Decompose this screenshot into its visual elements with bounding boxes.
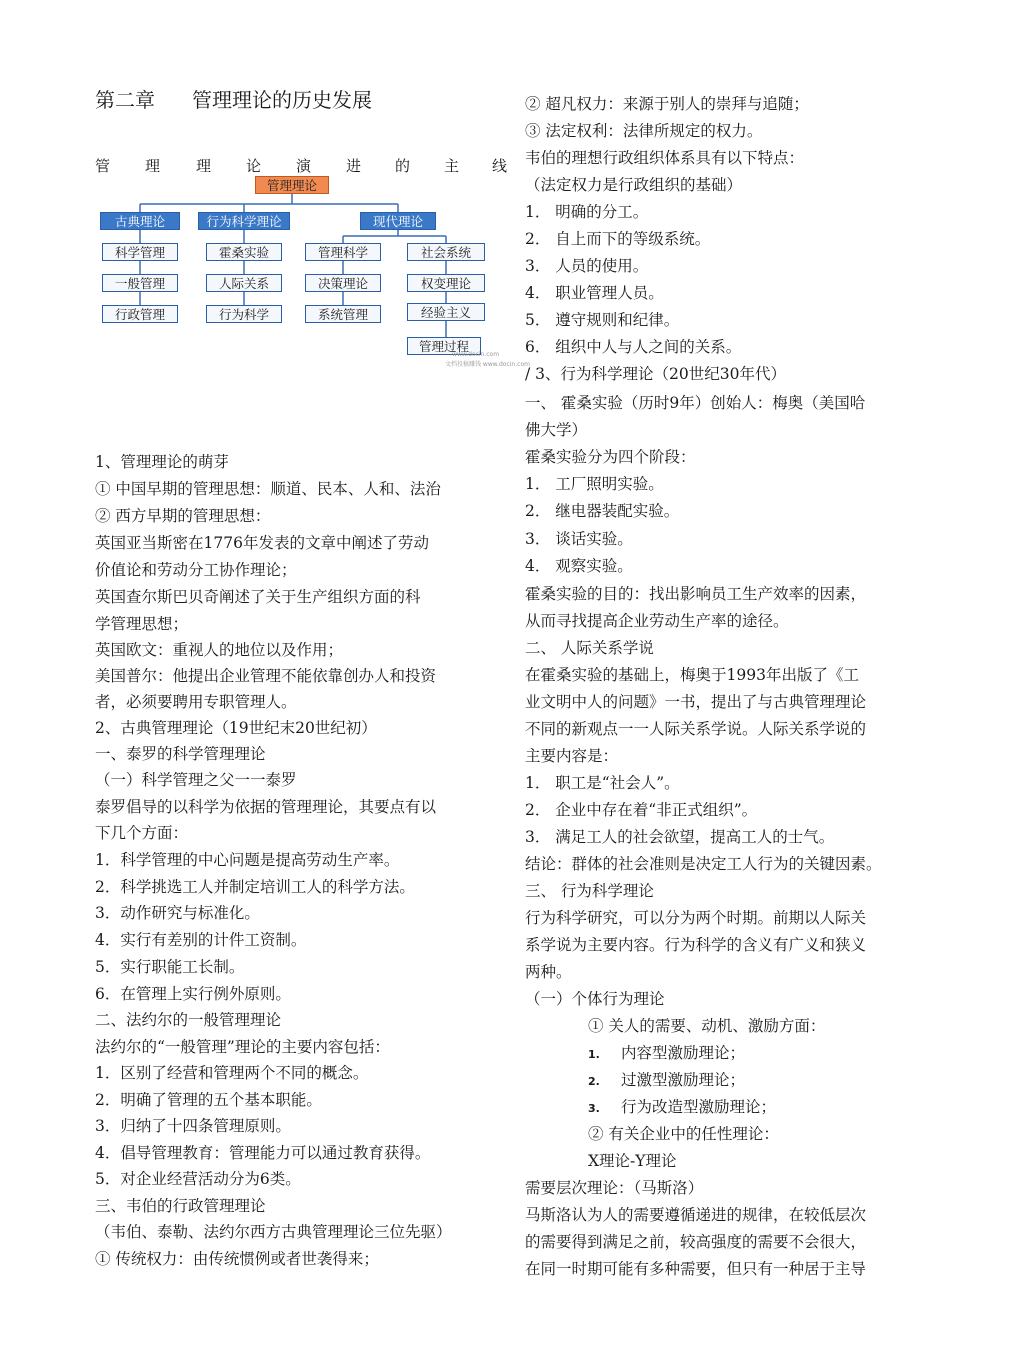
caption-char: 线 bbox=[492, 157, 508, 175]
list-number: 3. bbox=[588, 1102, 600, 1115]
text-line: 1．科学管理的中心问题是提高劳动生产率。 bbox=[95, 851, 400, 869]
text-line: 3． 人员的使用。 bbox=[525, 257, 649, 275]
text-line: 三、韦伯的行政管理理论 bbox=[95, 1197, 266, 1215]
text-line: 6． 组织中人与人之间的关系。 bbox=[525, 338, 742, 356]
caption-char: 管 bbox=[95, 157, 111, 175]
text-line: 4． 职业管理人员。 bbox=[525, 284, 664, 302]
diagram-node: 科学管理 bbox=[102, 243, 178, 261]
text-line: 过激型激励理论； bbox=[621, 1071, 746, 1089]
diagram-category-behavioral: 行为科学理论 bbox=[198, 212, 290, 230]
text-line: 5． 遵守规则和纪律。 bbox=[525, 311, 680, 329]
text-line: 5．对企业经营活动分为6类。 bbox=[95, 1170, 301, 1188]
text-line: 2、古典管理理论（19世纪末20世纪初） bbox=[95, 719, 377, 737]
diagram-node: 人际关系 bbox=[206, 274, 282, 292]
text-line: 行为改造型激励理论； bbox=[621, 1098, 777, 1116]
diagram-node: 决策理论 bbox=[305, 274, 381, 292]
text-line: 一、 霍桑实验（历时9年）创始人：梅奥（美国哈 bbox=[525, 394, 866, 412]
text-line: 二、 人际关系学说 bbox=[525, 639, 654, 657]
text-line: 霍桑实验的目的：找出影响员工生产效率的因素， bbox=[525, 585, 867, 603]
text-line: ① 中国早期的管理思想：顺道、民本、人和、法治 bbox=[95, 480, 441, 498]
chapter-number: 第二章 bbox=[95, 88, 155, 112]
text-line: X理论-Y理论 bbox=[588, 1152, 677, 1170]
text-line: 泰罗倡导的以科学为依据的管理理论，其要点有以 bbox=[95, 798, 437, 816]
text-line: 韦伯的理想行政组织体系具有以下特点： bbox=[525, 149, 805, 167]
text-line: 英国查尔斯巴贝奇阐述了关于生产组织方面的科 bbox=[95, 588, 421, 606]
text-line: 马斯洛认为人的需要遵循递进的规律，在较低层次 bbox=[525, 1206, 867, 1224]
text-line: 2．科学挑选工人并制定培训工人的科学方法。 bbox=[95, 878, 415, 896]
text-line: 1． 职工是“社会人”。 bbox=[525, 774, 680, 792]
text-line: ③ 法定权利：法律所规定的权力。 bbox=[525, 122, 763, 140]
text-line: 4．实行有差别的计件工资制。 bbox=[95, 931, 307, 949]
text-line: 3． 谈话实验。 bbox=[525, 530, 633, 548]
text-line: 1、管理理论的萌芽 bbox=[95, 453, 229, 471]
text-line: 5．实行职能工长制。 bbox=[95, 958, 245, 976]
diagram-root-node: 管理理论 bbox=[255, 176, 329, 194]
text-line: 美国普尔：他提出企业管理不能依靠创办人和投资 bbox=[95, 667, 437, 685]
text-line: 三、 行为科学理论 bbox=[525, 882, 654, 900]
text-line: 一、泰罗的科学管理理论 bbox=[95, 745, 266, 763]
text-line: 霍桑实验分为四个阶段： bbox=[525, 448, 696, 466]
text-line: （一）科学管理之父一一泰罗 bbox=[95, 771, 297, 789]
text-line: 学管理思想； bbox=[95, 615, 189, 633]
text-line: 价值论和劳动分工协作理论； bbox=[95, 561, 297, 579]
text-line: 行为科学研究，可以分为两个时期。前期以人际关 bbox=[525, 909, 867, 927]
text-line: 结论：群体的社会准则是决定工人行为的关键因素。 bbox=[525, 855, 882, 873]
text-line: / 3、行为科学理论（20世纪30年代） bbox=[525, 365, 786, 383]
text-line: ① 传统权力：由传统惯例或者世袭得来； bbox=[95, 1250, 379, 1268]
caption-char: 主 bbox=[444, 157, 460, 175]
text-line: 二、法约尔的一般管理理论 bbox=[95, 1011, 282, 1029]
diagram-connectors bbox=[0, 0, 1024, 400]
diagram-category-classical: 古典理论 bbox=[100, 212, 180, 230]
diagram-watermark: www.docin.com bbox=[452, 351, 500, 358]
caption-char: 的 bbox=[395, 157, 411, 175]
text-line: 英国亚当斯密在1776年发表的文章中阐述了劳动 bbox=[95, 534, 429, 552]
list-number: 1. bbox=[588, 1048, 600, 1061]
caption-char: 理 bbox=[196, 157, 212, 175]
text-line: 6．在管理上实行例外原则。 bbox=[95, 985, 291, 1003]
text-line: 在同一时期可能有多种需要，但只有一种居于主导 bbox=[525, 1260, 867, 1278]
text-line: 3． 满足工人的社会欲望，提高工人的士气。 bbox=[525, 828, 835, 846]
text-line: 2．明确了管理的五个基本职能。 bbox=[95, 1091, 322, 1109]
diagram-node: 管理科学 bbox=[305, 243, 381, 261]
diagram-node: 权变理论 bbox=[407, 274, 485, 292]
text-line: 业文明中人的问题》一书，提出了与古典管理理论 bbox=[525, 693, 867, 711]
diagram-node: 行为科学 bbox=[206, 305, 282, 323]
text-line: 4． 观察实验。 bbox=[525, 557, 633, 575]
diagram-node: 系统管理 bbox=[305, 305, 381, 323]
text-line: ② 超凡权力：来源于别人的崇拜与追随； bbox=[525, 95, 809, 113]
caption-char: 进 bbox=[346, 157, 362, 175]
diagram-node: 经验主义 bbox=[407, 303, 485, 321]
diagram-node: 一般管理 bbox=[102, 274, 178, 292]
caption-char: 理 bbox=[145, 157, 161, 175]
text-line: 2． 自上而下的等级系统。 bbox=[525, 230, 711, 248]
text-line: 1． 明确的分工。 bbox=[525, 203, 649, 221]
text-line: 的需要得到满足之前，较高强度的需要不会很大， bbox=[525, 1233, 867, 1251]
diagram-node: 管理过程 bbox=[407, 337, 481, 355]
text-line: 4．倡导管理教育：管理能力可以通过教育获得。 bbox=[95, 1144, 431, 1162]
text-line: 3．归纳了十四条管理原则。 bbox=[95, 1117, 291, 1135]
text-line: 3．动作研究与标准化。 bbox=[95, 904, 260, 922]
text-line: （韦伯、泰勒、法约尔西方古典管理理论三位先驱） bbox=[95, 1223, 452, 1241]
text-line: 下几个方面： bbox=[95, 824, 189, 842]
list-number: 2. bbox=[588, 1075, 600, 1088]
diagram-node: 霍桑实验 bbox=[206, 243, 282, 261]
text-line: ② 有关企业中的任性理论： bbox=[588, 1125, 779, 1143]
text-line: 在霍桑实验的基础上，梅奥于1993年出版了《工 bbox=[525, 666, 859, 684]
text-line: 两种。 bbox=[525, 963, 572, 981]
diagram-node: 行政管理 bbox=[102, 305, 178, 323]
diagram-node: 社会系统 bbox=[407, 243, 485, 261]
text-line: 佛大学） bbox=[525, 421, 588, 439]
text-line: （法定权力是行政组织的基础） bbox=[525, 176, 743, 194]
text-line: 不同的新观点一一人际关系学说。人际关系学说的 bbox=[525, 720, 867, 738]
text-line: 系学说为主要内容。行为科学的含义有广义和狭义 bbox=[525, 936, 867, 954]
caption-char: 论 bbox=[246, 157, 262, 175]
text-line: 2． 继电器装配实验。 bbox=[525, 502, 680, 520]
text-line: 1．区别了经营和管理两个不同的概念。 bbox=[95, 1064, 369, 1082]
text-line: 2． 企业中存在着“非正式组织”。 bbox=[525, 801, 758, 819]
text-line: 内容型激励理论； bbox=[621, 1044, 746, 1062]
text-line: ② 西方早期的管理思想： bbox=[95, 507, 271, 525]
text-line: 者，必须要聘用专职管理人。 bbox=[95, 693, 297, 711]
chapter-title: 管理理论的历史发展 bbox=[192, 88, 372, 112]
text-line: （一）个体行为理论 bbox=[525, 990, 665, 1008]
text-line: 需要层次理论：（马斯洛） bbox=[525, 1179, 704, 1197]
text-line: 法约尔的“一般管理”理论的主要内容包括： bbox=[95, 1038, 390, 1056]
text-line: ① 关人的需要、动机、激励方面： bbox=[588, 1017, 826, 1035]
text-line: 主要内容是： bbox=[525, 747, 619, 765]
text-line: 1． 工厂照明实验。 bbox=[525, 475, 664, 493]
diagram-category-modern: 现代理论 bbox=[360, 212, 436, 230]
caption-char: 演 bbox=[296, 157, 312, 175]
text-line: 英国欧文：重视人的地位以及作用； bbox=[95, 641, 344, 659]
diagram-watermark: 文档投稿赚钱 www.docin.com bbox=[445, 361, 530, 368]
text-line: 从而寻找提高企业劳动生产率的途径。 bbox=[525, 612, 789, 630]
